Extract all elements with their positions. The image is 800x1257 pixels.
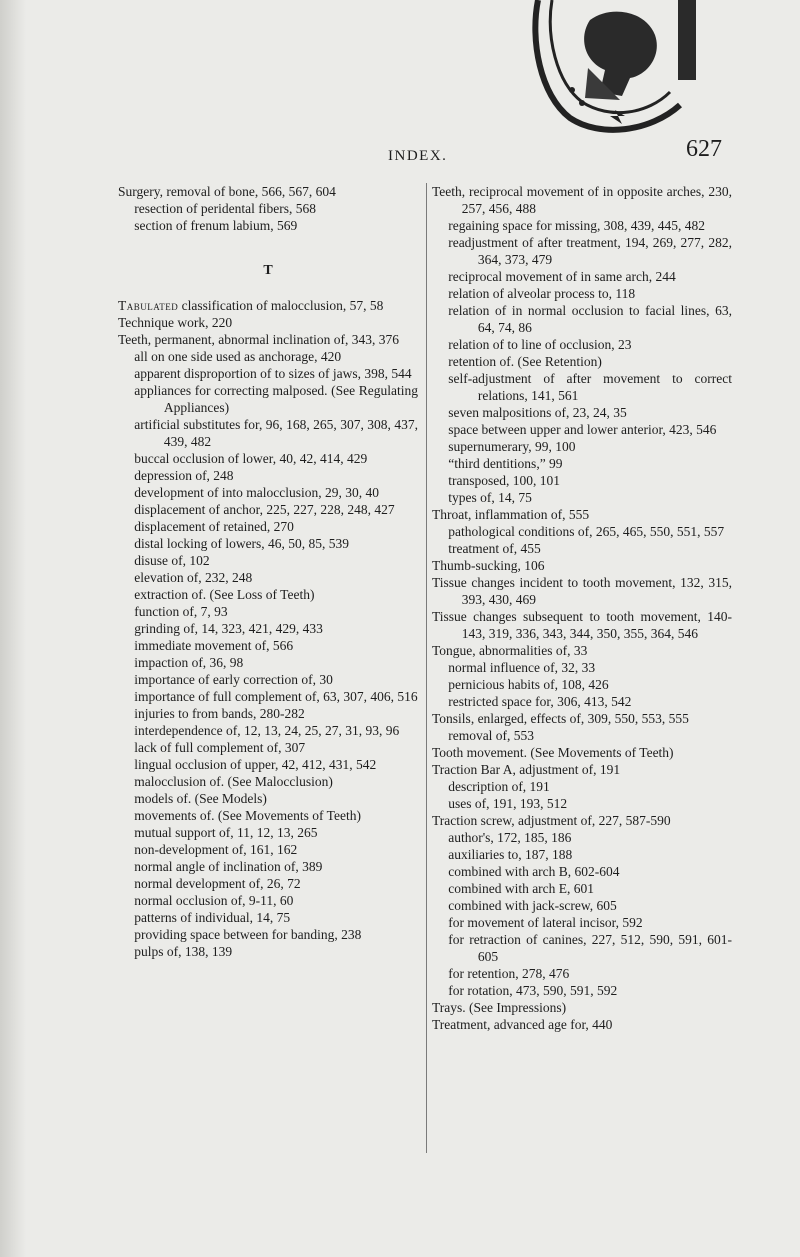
index-subentry: relation of alveolar process to, 118 — [448, 286, 636, 301]
index-subentry: immediate movement of, 566 — [134, 638, 294, 653]
index-subentry: injuries to from bands, 280-282 — [134, 706, 305, 721]
index-subentry: supernumerary, 99, 100 — [448, 439, 576, 454]
index-subentry: for rotation, 473, 590, 591, 592 — [448, 983, 618, 998]
index-subentry: movements of. (See Movements of Teeth) — [134, 808, 361, 823]
index-subentry: normal occlusion of, 9-11, 60 — [134, 893, 294, 908]
index-subentry: uses of, 191, 193, 512 — [448, 796, 568, 811]
index-subentry: elevation of, 232, 248 — [134, 570, 253, 585]
page-number: 627 — [686, 136, 722, 162]
index-entry: Traction screw, adjustment of, 227, 587-590 — [432, 813, 671, 828]
index-subentry: importance of early correction of, 30 — [134, 672, 333, 687]
index-entry: Tongue, abnormalities of, 33 — [432, 643, 588, 658]
index-subentry: disuse of, 102 — [134, 553, 210, 568]
index-subentry: appliances for correcting malposed. (See Regulating Appliances) — [134, 383, 418, 415]
index-subentry: removal of, 553 — [448, 728, 535, 743]
index-subentry: reciprocal movement of in same arch, 244 — [448, 269, 676, 284]
index-subentry: auxiliaries to, 187, 188 — [448, 847, 573, 862]
index-subentry: description of, 191 — [448, 779, 550, 794]
index-subentry: depression of, 248 — [134, 468, 234, 483]
index-subentry: pulps of, 138, 139 — [134, 944, 233, 959]
index-subentry: author's, 172, 185, 186 — [448, 830, 572, 845]
index-subentry: readjustment of after treatment, 194, 269, 277, 282, 364, 373, 479 — [448, 235, 732, 267]
index-subentry: distal locking of lowers, 46, 50, 85, 539 — [134, 536, 350, 551]
index-subentry: mutual support of, 11, 12, 13, 265 — [134, 825, 318, 840]
index-subentry: artificial substitutes for, 96, 168, 265, 307, 308, 437, 439, 482 — [134, 417, 418, 449]
index-subentry: grinding of, 14, 323, 421, 429, 433 — [134, 621, 323, 636]
index-entry: Tissue changes incident to tooth movement, 132, 315, 393, 430, 469 — [432, 575, 732, 607]
index-subentry: buccal occlusion of lower, 40, 42, 414, 429 — [134, 451, 368, 466]
index-subentry: combined with arch B, 602-604 — [448, 864, 620, 879]
index-subentry: restricted space for, 306, 413, 542 — [448, 694, 632, 709]
index-subentry: function of, 7, 93 — [134, 604, 228, 619]
index-subentry: combined with jack-screw, 605 — [448, 898, 617, 913]
index-subentry: non-development of, 161, 162 — [134, 842, 298, 857]
index-entry: Technique work, 220 — [118, 315, 233, 330]
index-subentry: section of frenum labium, 569 — [134, 218, 298, 233]
index-subentry: “third dentitions,” 99 — [448, 456, 563, 471]
index-subentry: displacement of retained, 270 — [134, 519, 294, 534]
index-entry: Tissue changes subsequent to tooth movement, 140-143, 319, 336, 343, 344, 350, 355, 364, 546 — [432, 609, 732, 641]
index-subentry: models of. (See Models) — [134, 791, 267, 806]
entry-list — [432, 183, 732, 1033]
index-entry: Tooth movement. (See Movements of Teeth) — [432, 745, 674, 760]
index-subentry: retention of. (See Retention) — [448, 354, 602, 369]
index-subentry: interdependence of, 12, 13, 24, 25, 27, 31, 93, 96 — [134, 723, 400, 738]
index-entry: Throat, inflammation of, 555 — [432, 507, 590, 522]
entry-lead: Tabulated — [118, 298, 179, 313]
section-letter: T — [263, 263, 273, 278]
entry-list-after — [118, 314, 418, 960]
index-subentry: relation of to line of occlusion, 23 — [448, 337, 632, 352]
index-subentry: development of into malocclusion, 29, 30, 40 — [134, 485, 380, 500]
index-entry — [118, 297, 418, 314]
index-entry: Thumb-sucking, 106 — [432, 558, 545, 573]
index-entry: Teeth, permanent, abnormal inclination of, 343, 376 — [118, 332, 399, 347]
index-subentry: importance of full complement of, 63, 307, 406, 516 — [134, 689, 418, 704]
running-head: INDEX. — [388, 148, 448, 164]
index-subentry: space between upper and lower anterior, 423, 546 — [448, 422, 717, 437]
index-subentry: malocclusion of. (See Malocclusion) — [134, 774, 333, 789]
index-subentry: self-adjustment of after movement to correct relations, 141, 561 — [448, 371, 732, 403]
index-subentry: for movement of lateral incisor, 592 — [448, 915, 643, 930]
index-subentry: regaining space for missing, 308, 439, 445, 482 — [448, 218, 706, 233]
index-subentry: for retention, 278, 476 — [448, 966, 570, 981]
index-entry: Traction Bar A, adjustment of, 191 — [432, 762, 621, 777]
index-subentry: pernicious habits of, 108, 426 — [448, 677, 609, 692]
index-subentry: pathological conditions of, 265, 465, 550, 551, 557 — [448, 524, 725, 539]
index-subentry: normal influence of, 32, 33 — [448, 660, 596, 675]
entry-rest: classification of malocclusion, 57, 58 — [178, 298, 384, 313]
index-subentry: displacement of anchor, 225, 227, 228, 248, 427 — [134, 502, 395, 517]
index-column-right — [432, 183, 732, 1033]
index-entry: Surgery, removal of bone, 566, 567, 604 — [118, 184, 336, 199]
index-subentry: providing space between for banding, 238 — [134, 927, 362, 942]
index-subentry: lingual occlusion of upper, 42, 412, 431, 542 — [134, 757, 377, 772]
index-subentry: treatment of, 455 — [448, 541, 541, 556]
column-divider — [426, 183, 427, 1153]
index-subentry: types of, 14, 75 — [448, 490, 532, 505]
index-subentry: for retraction of canines, 227, 512, 590, 591, 601-605 — [448, 932, 732, 964]
index-subentry: lack of full complement of, 307 — [134, 740, 306, 755]
index-entry: Treatment, advanced age for, 440 — [432, 1017, 613, 1032]
index-subentry: seven malpositions of, 23, 24, 35 — [448, 405, 627, 420]
index-subentry: combined with arch E, 601 — [448, 881, 595, 896]
entry-list-before — [118, 183, 418, 234]
index-subentry: apparent disproportion of to sizes of jaws, 398, 544 — [134, 366, 412, 381]
index-entry: Teeth, reciprocal movement of in opposite arches, 230, 257, 456, 488 — [432, 184, 732, 216]
index-subentry: relation of in normal occlusion to facial lines, 63, 64, 74, 86 — [448, 303, 732, 335]
index-subentry: patterns of individual, 14, 75 — [134, 910, 291, 925]
index-subentry: all on one side used as anchorage, 420 — [134, 349, 342, 364]
index-subentry: resection of peridental fibers, 568 — [134, 201, 317, 216]
library-stamp-icon — [530, 0, 700, 135]
index-subentry: impaction of, 36, 98 — [134, 655, 244, 670]
index-entry: Tonsils, enlarged, effects of, 309, 550, 553, 555 — [432, 711, 689, 726]
index-entry: Trays. (See Impressions) — [432, 1000, 567, 1015]
index-subentry: extraction of. (See Loss of Teeth) — [134, 587, 315, 602]
index-subentry: transposed, 100, 101 — [448, 473, 560, 488]
index-column-left — [118, 183, 418, 960]
index-subentry: normal development of, 26, 72 — [134, 876, 301, 891]
page-edge-shadow — [0, 0, 26, 1257]
index-subentry: normal angle of inclination of, 389 — [134, 859, 323, 874]
